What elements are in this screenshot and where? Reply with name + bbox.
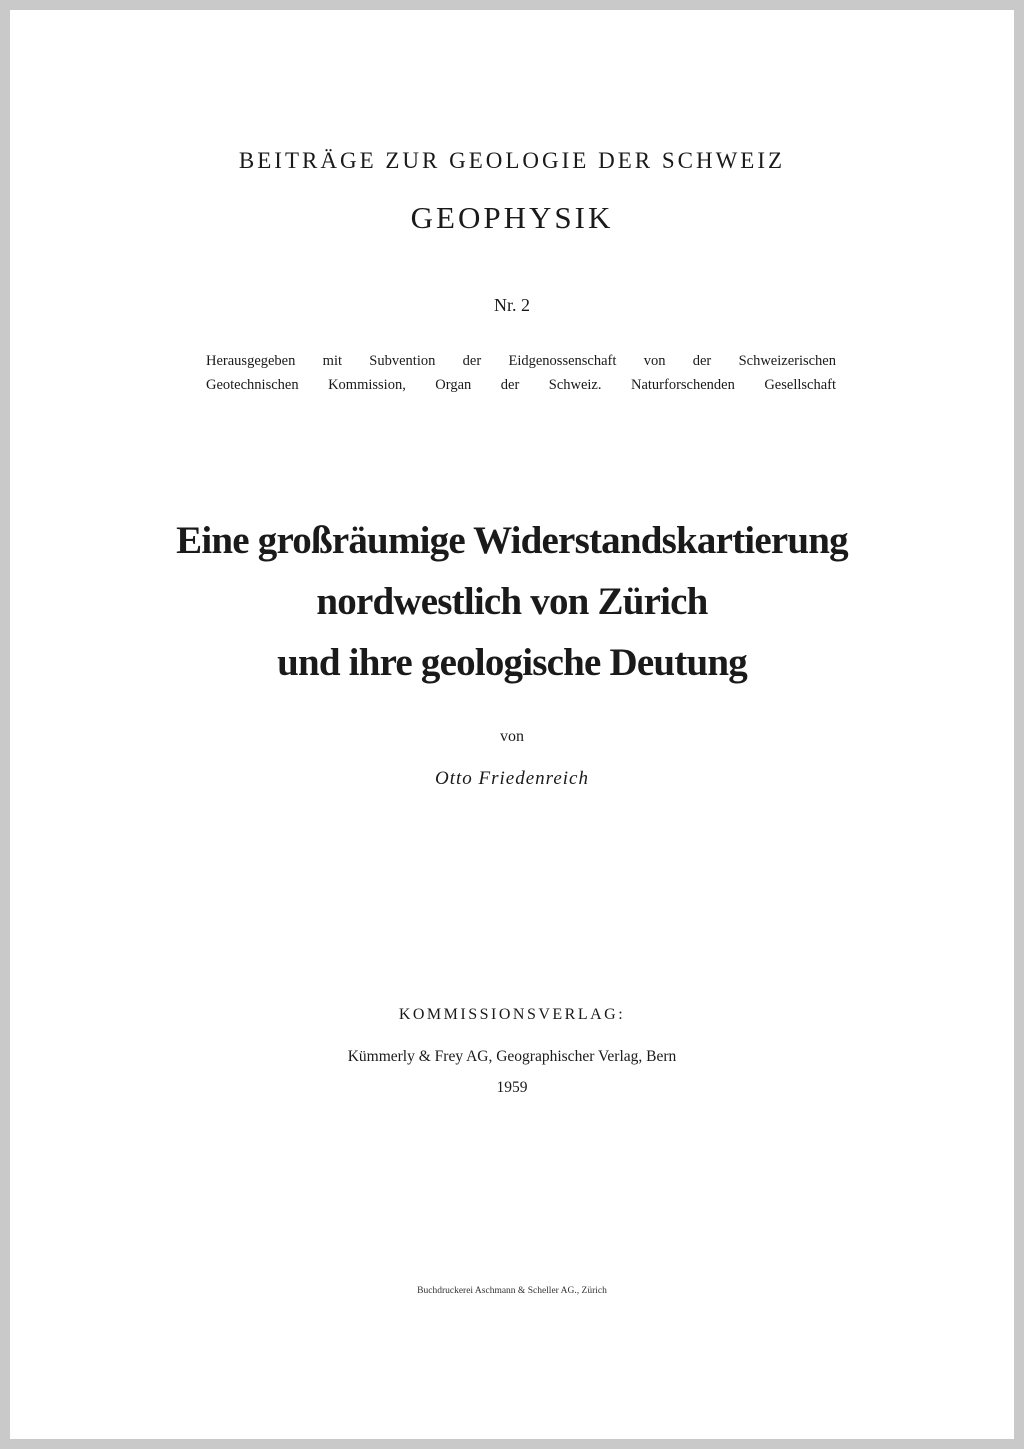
publisher-name: Kümmerly & Frey AG, Geographischer Verlag, Bern: [347, 1048, 677, 1065]
main-title-line: Eine großräumige Widerstandskartierung: [176, 519, 848, 562]
title-page: [10, 10, 1014, 1439]
printer-credit: Buchdruckerei Aschmann & Scheller AG., Zürich: [417, 1286, 607, 1296]
commission-label: KOMMISSIONSVERLAG:: [398, 1006, 626, 1023]
publisher-note-line: Geotechnischen Kommission, Organ der Schweiz. Naturforschenden Gesellschaft: [206, 377, 836, 393]
by-label: von: [500, 728, 524, 745]
series-title: BEITRÄGE ZUR GEOLOGIE DER SCHWEIZ: [238, 148, 786, 173]
publisher-note-line: Herausgegeben mit Subvention der Eidgenossenschaft von der Schweizerischen: [206, 353, 836, 369]
author-name: Otto Friedenreich: [434, 768, 589, 789]
main-title-line: und ihre geologische Deutung: [277, 641, 747, 684]
issue-number: Nr. 2: [494, 295, 530, 315]
main-title-line: nordwestlich von Zürich: [316, 580, 708, 623]
publication-year: 1959: [496, 1079, 528, 1096]
subseries-title: GEOPHYSIK: [410, 200, 614, 235]
